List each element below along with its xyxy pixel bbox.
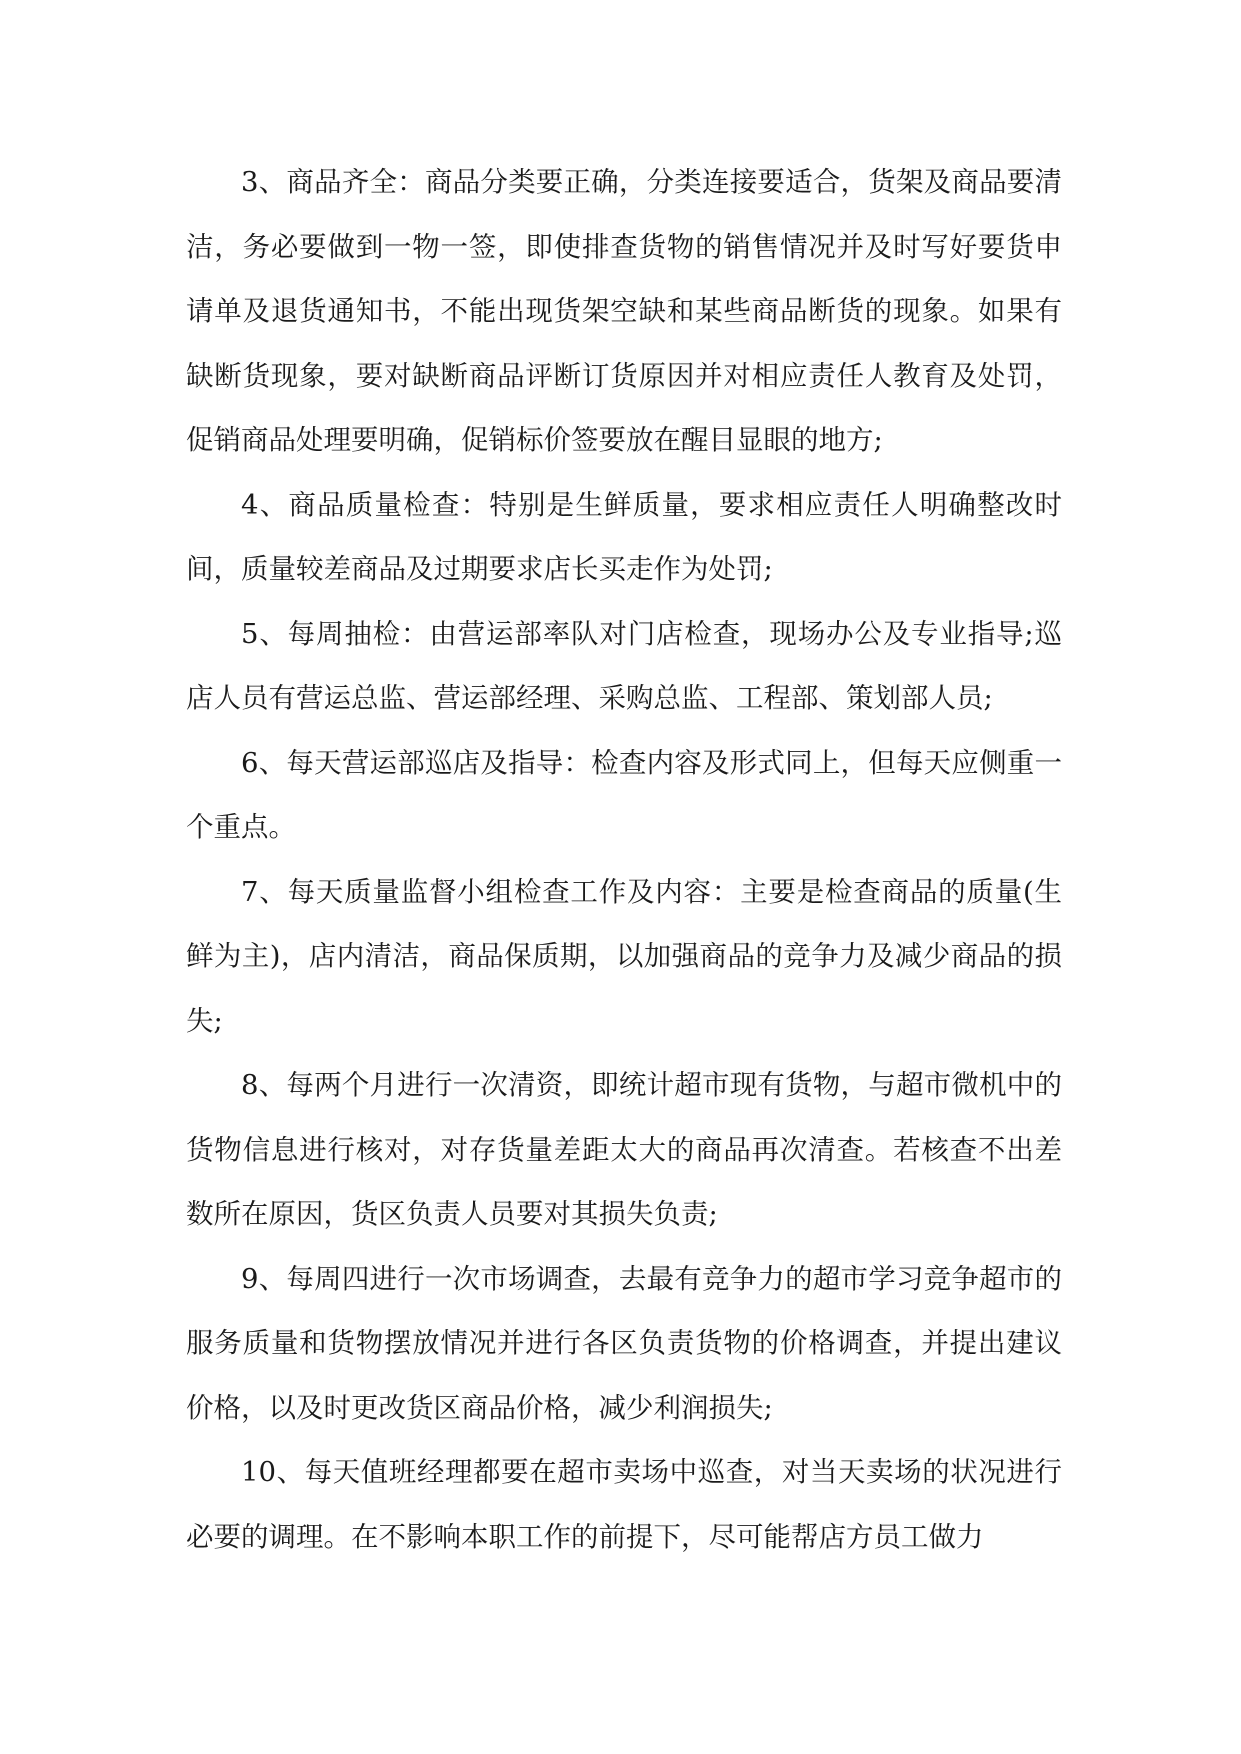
document-body [186, 150, 1062, 1569]
paragraph-3-product-completeness: 3、商品齐全：商品分类要正确，分类连接要适合，货架及商品要清洁，务必要做到一物一签，即使排查货物的销售情况并及时写好要货申请单及退货通知书，不能出现货架空缺和某些商品断货的现象。如果有缺断货现象，要对缺断商品评断订货原因并对相应责任人教育及处罚，促销商品处理要明确，促销标价签要放在醒目显眼的地方; [186, 166, 1062, 456]
paragraph-6-daily-store-patrol: 6、每天营运部巡店及指导：检查内容及形式同上，但每天应侧重一个重点。 [186, 746, 1062, 843]
paragraph-9-market-survey: 9、每周四进行一次市场调查，去最有竞争力的超市学习竞争超市的服务质量和货物摆放情况并进行各区负责货物的价格调查，并提出建议价格，以及时更改货区商品价格，减少利润损失; [186, 1262, 1062, 1424]
paragraph-5-weekly-spot-check: 5、每周抽检：由营运部率队对门店检查，现场办公及专业指导;巡店人员有营运总监、营运部经理、采购总监、工程部、策划部人员; [186, 617, 1062, 714]
paragraph-10-duty-manager-patrol: 10、每天值班经理都要在超市卖场中巡查，对当天卖场的状况进行必要的调理。在不影响本职工作的前提下，尽可能帮店方员工做力 [186, 1456, 1062, 1553]
paragraph-7-quality-supervision: 7、每天质量监督小组检查工作及内容：主要是检查商品的质量(生鲜为主)，店内清洁，商品保质期，以加强商品的竞争力及减少商品的损失; [186, 875, 1062, 1037]
paragraph-8-inventory-check: 8、每两个月进行一次清资，即统计超市现有货物，与超市微机中的货物信息进行核对，对存货量差距太大的商品再次清查。若核查不出差数所在原因，货区负责人员要对其损失负责; [186, 1069, 1062, 1230]
paragraph-4-quality-inspection: 4、商品质量检查：特别是生鲜质量，要求相应责任人明确整改时间，质量较差商品及过期要求店长买走作为处罚; [186, 488, 1062, 585]
